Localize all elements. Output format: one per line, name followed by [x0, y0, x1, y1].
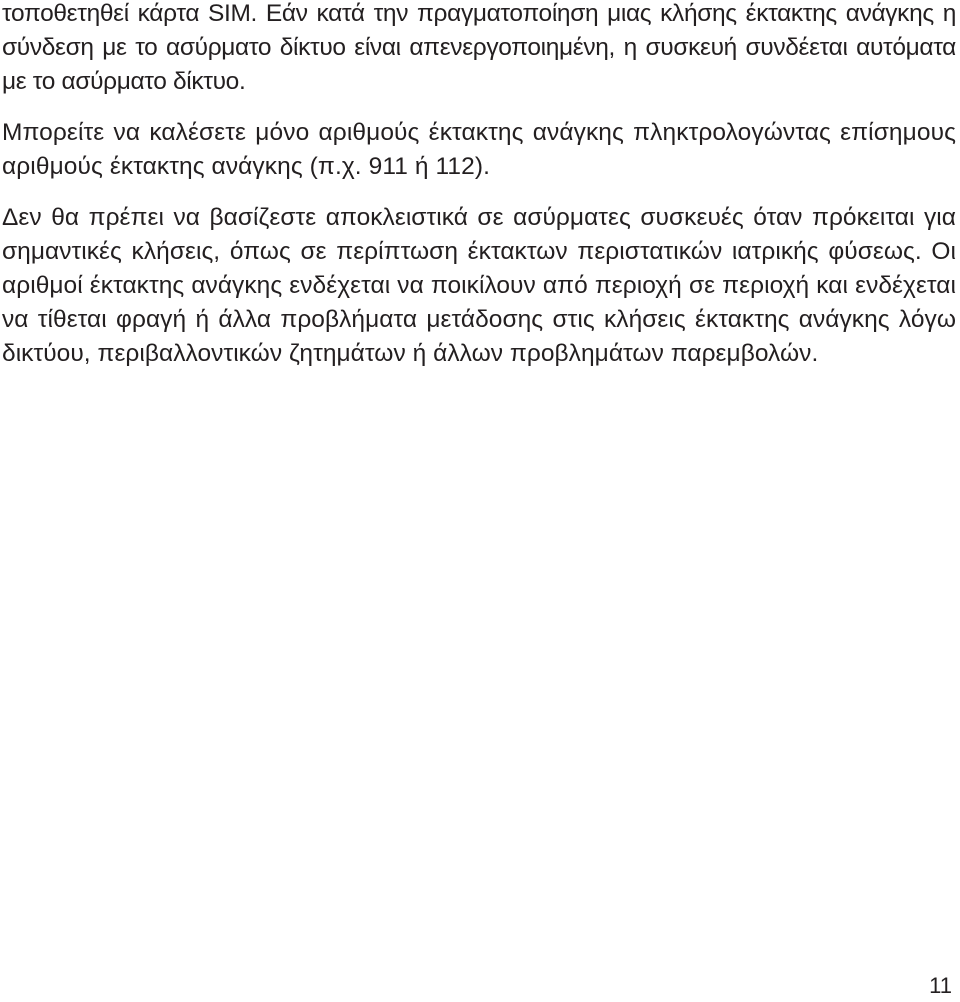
paragraph-sim-connection: τοποθετηθεί κάρτα SIM. Εάν κατά την πραγματοποίηση μιας κλήσης έκτακτης ανάγκης η σύνδεση με το ασύρματο δίκτυο είναι απενεργοποιημένη, η συσκευή συνδέεται αυτόματα με το ασύρματο δίκτυο.	[2, 0, 956, 95]
page-number: 11	[929, 973, 952, 998]
paragraph-wireless-reliance: Δεν θα πρέπει να βασίζεστε αποκλειστικά σε ασύρματες συσκευές όταν πρόκειται για σημαντικές κλήσεις, όπως σε περίπτωση έκτακτων περιστατικών ιατρικής φύσεως. Οι αριθμοί έκτακτης ανάγκης ενδέχεται να ποικίλουν από περιοχή σε περιοχή και ενδέχεται να τίθεται φραγή ή άλλα προβλήματα μετάδοσης στις κλήσεις έκτακτης ανάγκης λόγω δικτύου, περιβαλλοντικών ζητημάτων ή άλλων προβλημάτων παρεμβολών.	[2, 204, 956, 367]
paragraph-emergency-numbers: Μπορείτε να καλέσετε μόνο αριθμούς έκτακτης ανάγκης πληκτρολογώντας επίσημους αριθμούς έκτακτης ανάγκης (π.χ. 911 ή 112).	[2, 119, 956, 180]
document-body	[2, 0, 956, 388]
